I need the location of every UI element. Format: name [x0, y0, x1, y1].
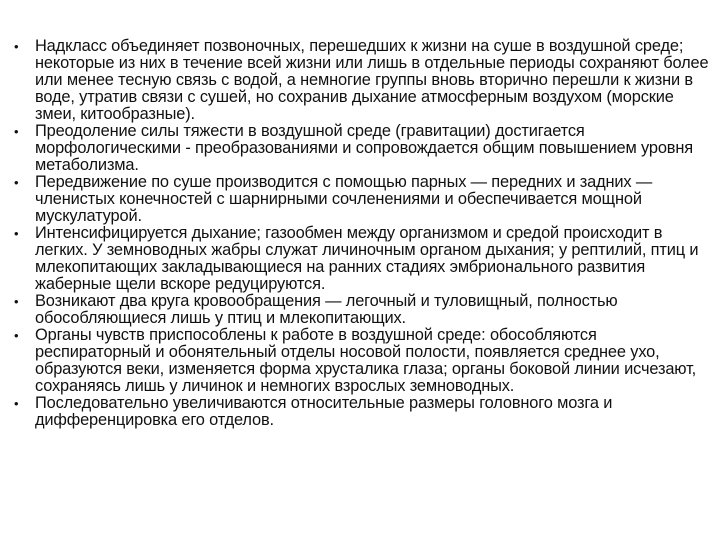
bullet-item-4	[14, 225, 712, 293]
bullet-dot-icon: •	[14, 39, 19, 54]
bullet-item-2	[14, 123, 712, 174]
bullet-text: Передвижение по суше производится с помощью парных — передних и задних — членистых конечностей с шарнирными сочленениями и обеспечивается мощной мускулатурой.	[35, 173, 653, 225]
bullet-dot-icon: •	[14, 294, 19, 309]
bullet-text: Преодоление силы тяжести в воздушной среде (гравитации) достигается морфологическими - преобразованиями и сопровождается общим повышением уровня метаболизма.	[35, 122, 693, 174]
bullet-dot-icon: •	[14, 175, 19, 190]
bullet-text: Возникают два круга кровообращения — легочный и туловищный, полностью обособляющиеся лишь у птиц и млекопитающих.	[35, 292, 618, 327]
bullet-text: Надкласс объединяет позвоночных, перешедших к жизни на суше в воздушной среде; некоторые из них в течение всей жизни или лишь в отдельные периоды сохраняют более или менее тесную связь с водой, а немногие группы вновь вторично перешли к жизни в воде, утратив связи с сушей, но сохранив дыхание атмосферным воздухом (морские змеи, китообразные).	[35, 37, 709, 123]
bullet-text: Последовательно увеличиваются относительные размеры головного мозга и дифференцировка его отделов.	[35, 394, 613, 429]
bullet-item-1	[14, 38, 712, 123]
bullet-dot-icon: •	[14, 226, 19, 241]
bullet-item-7	[14, 395, 712, 429]
bullet-dot-icon: •	[14, 328, 19, 343]
bullet-item-5	[14, 293, 712, 327]
bullet-text: Интенсифицируется дыхание; газообмен между организмом и средой происходит в легких. У земноводных жабры служат личиночным органом дыхания; у рептилий, птиц и млекопитающих закладывающиеся на ранних стадиях эмбрионального развития жаберные щели вскоре редуцируются.	[35, 224, 699, 293]
bullet-item-6	[14, 327, 712, 395]
bullet-dot-icon: •	[14, 124, 19, 139]
bullet-dot-icon: •	[14, 396, 19, 411]
bullet-list	[14, 38, 712, 429]
bullet-text: Органы чувств приспособлены к работе в воздушной среде: обособляются респираторный и обонятельный отделы носовой полости, появляется среднее ухо, образуются веки, изменяется форма хрусталика глаза; органы боковой линии исчезают, сохраняясь лишь у личинок и немногих взрослых земноводных.	[35, 326, 697, 395]
bullet-item-3	[14, 174, 712, 225]
